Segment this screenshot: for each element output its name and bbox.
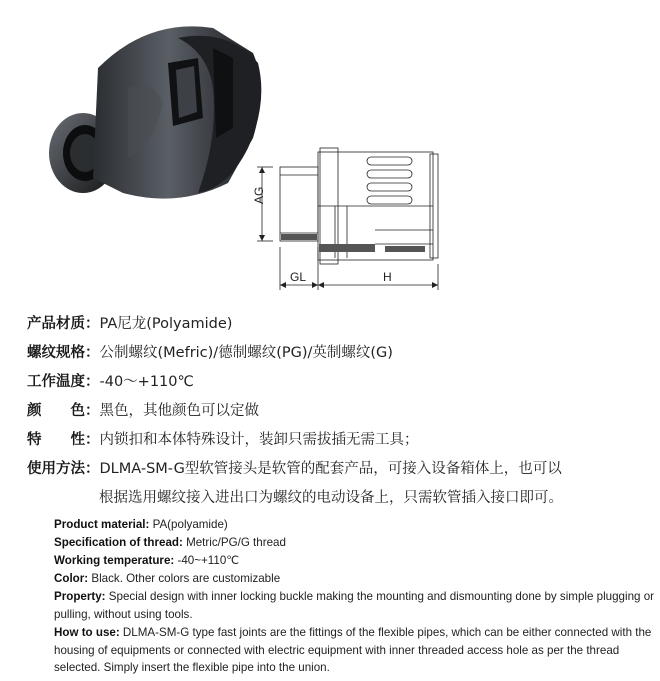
en-property-value: Special design with inner locking buckle making the mounting and dismounting done by simple plugging or pulling, without using tools. (54, 590, 655, 621)
cn-thread-label: 螺纹规格： (27, 345, 100, 361)
dimension-gl-label: GL (290, 270, 307, 284)
en-material-row (54, 516, 654, 534)
cn-color-row (27, 401, 657, 421)
cn-material-row (27, 314, 657, 334)
dimension-drawing (235, 140, 450, 300)
cn-thread-row (27, 343, 657, 363)
en-material-label: Product material: (54, 518, 150, 531)
cn-material-label: 产品材质： (27, 316, 100, 332)
en-temp-value: -40~+110℃ (174, 554, 240, 567)
cn-usage-value-1: DLMA-SM-G型软管接头是软管的配套产品，可接入设备箱体上，也可以 (99, 461, 562, 477)
cn-usage-row-2 (27, 488, 657, 508)
en-color-label: Color: (54, 572, 89, 585)
en-thread-value: Metric/PG/G thread (182, 536, 286, 549)
cn-usage-label: 使用方法： (27, 461, 100, 477)
dimension-h-label: H (383, 270, 392, 284)
cn-color-label: 颜 色： (27, 403, 100, 419)
product-photo (28, 8, 268, 213)
cn-temp-row (27, 372, 657, 392)
en-usage-row (54, 624, 654, 677)
cn-color-value: 黑色，其他颜色可以定做 (99, 403, 259, 419)
en-color-row (54, 570, 654, 588)
cn-temp-value: -40～+110℃ (99, 374, 194, 390)
en-temp-label: Working temperature: (54, 554, 175, 567)
en-material-value: PA(polyamide) (149, 518, 228, 531)
dimension-ag-label: AG (252, 186, 266, 204)
cn-material-value: PA尼龙(Polyamide) (99, 316, 233, 332)
cn-temp-label: 工作温度： (27, 374, 100, 390)
cn-property-value: 内锁扣和本体特殊设计，装卸只需拔插无需工具； (99, 432, 419, 448)
en-color-value: Black. Other colors are customizable (88, 572, 281, 585)
en-property-label: Property: (54, 590, 106, 603)
cn-thread-value: 公制螺纹(Mefric)/德制螺纹(PG)/英制螺纹(G) (99, 345, 393, 361)
en-usage-label: How to use: (54, 626, 120, 639)
en-property-row (54, 588, 654, 623)
cn-usage-value-2: 根据选用螺纹接入进出口为螺纹的电动设备上，只需软管插入接口即可。 (99, 490, 563, 506)
cn-property-label: 特 性： (27, 432, 100, 448)
en-thread-row (54, 534, 654, 552)
cn-property-row (27, 430, 657, 450)
en-usage-value: DLMA-SM-G type fast joints are the fittings of the flexible pipes, which can be either connected with the housing of equipments or connected with electric equipment with inner threaded access hole as per the thread selected. Simply insert the flexible pipe into the union. (54, 626, 652, 674)
cn-usage-row (27, 459, 657, 479)
en-temp-row (54, 552, 654, 570)
en-thread-label: Specification of thread: (54, 536, 183, 549)
